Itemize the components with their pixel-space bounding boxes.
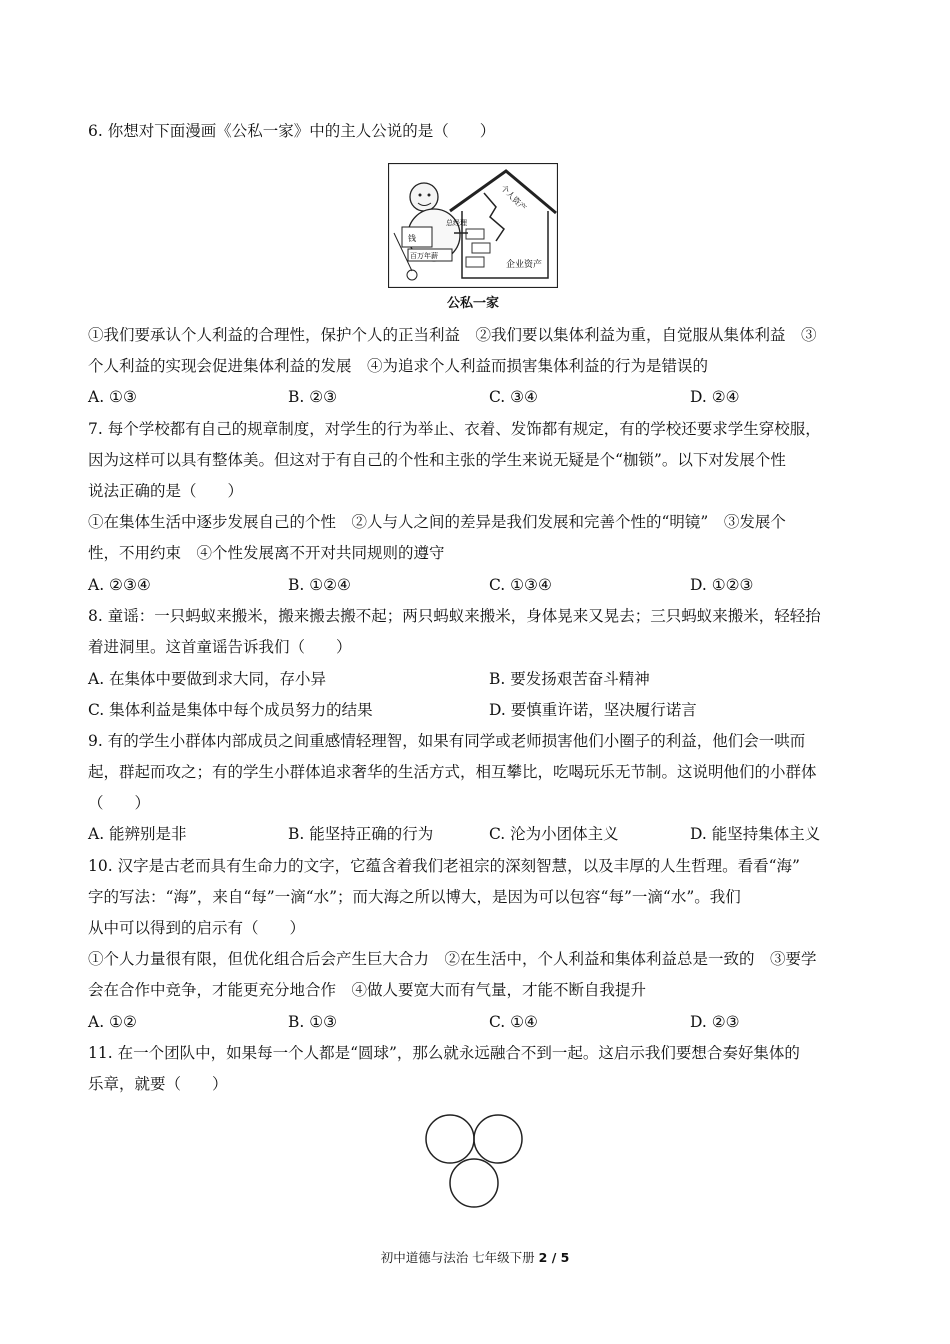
- q6-option-b: B. ②③: [288, 388, 338, 406]
- q6-statement-line-2: 个人利益的实现会促进集体利益的发展 ④为追求个人利益而损害集体利益的行为是错误的: [88, 357, 709, 375]
- page-footer: [0, 1248, 950, 1266]
- cartoon-caption: 公私一家: [446, 296, 499, 311]
- q8-stem-line-1: 8. 童谣：一只蚂蚁来搬米，搬来搬去搬不起；两只蚂蚁来搬米，身体晃来又晃去；三只蚂蚁来搬米，轻轻抬: [88, 607, 821, 625]
- q7-statement-line-1: ①在集体生活中逐步发展自己的个性 ②人与人之间的差异是我们发展和完善个性的“明镜” ③发展个: [88, 513, 786, 531]
- q7-option-d: D. ①②③: [690, 576, 754, 594]
- q10-option-d: D. ②③: [690, 1013, 740, 1031]
- label-personal-assets: 个人资产: [498, 183, 528, 213]
- q10-statement-line-1: ①个人力量很有限，但优化组合后会产生巨大合力 ②在生活中，个人利益和集体利益总是一致的 ③要学: [88, 950, 817, 968]
- q9-option-d: D. 能坚持集体主义: [690, 825, 821, 843]
- q10-option-a: A. ①②: [88, 1013, 137, 1031]
- circle-bottom: [450, 1159, 498, 1207]
- circle-right: [474, 1115, 522, 1163]
- q7-option-c: C. ①③④: [489, 576, 552, 594]
- footer-text: 初中道德与法治 七年级下册: [380, 1250, 539, 1265]
- q9-stem-line-3: （ ）: [88, 794, 151, 812]
- page-number: 2 / 5: [538, 1250, 570, 1265]
- q9-option-b: B. 能坚持正确的行为: [288, 825, 434, 843]
- q6-stem: 6. 你想对下面漫画《公私一家》中的主人公说的是（ ）: [88, 122, 496, 140]
- q9-option-a: A. 能辨别是非: [88, 825, 187, 843]
- q8-option-d: D. 要慎重许诺，坚决履行诺言: [489, 701, 697, 719]
- q7-stem-line-2: 因为这样可以具有整体美。但这对于有自己的个性和主张的学生来说无疑是个“枷锁”。以下对发展个性: [88, 451, 786, 469]
- q9-stem-line-2: 起，群起而攻之；有的学生小群体追求奢华的生活方式，相互攀比，吃喝玩乐无节制。这说明他们的小群体: [88, 763, 817, 781]
- q10-option-b: B. ①③: [288, 1013, 338, 1031]
- q10-stem-line-2: 字的写法：“海”，来自“每”一滴“水”；而大海之所以博大，是因为可以包容“每”一滴“水”。我们: [88, 888, 741, 906]
- q10-stem-line-3: 从中可以得到的启示有（ ）: [88, 919, 306, 937]
- three-circles-figure: [424, 1113, 524, 1211]
- q10-stem-line-1: 10. 汉字是古老而具有生命力的文字，它蕴含着我们老祖宗的深刻智慧，以及丰厚的人生哲理。看看“海”: [88, 857, 800, 875]
- q10-statement-line-2: 会在合作中竞争，才能更充分地合作 ④做人要宽大而有气量，才能不断自我提升: [88, 981, 647, 999]
- q6-option-c: C. ③④: [489, 388, 538, 406]
- q7-statement-line-2: 性，不用约束 ④个性发展离不开对共同规则的遵守: [88, 544, 445, 562]
- label-enterprise-assets: 企业资产: [506, 260, 543, 270]
- q9-stem-line-1: 9. 有的学生小群体内部成员之间重感情轻理智，如果有同学或老师损害他们小圈子的利益，他们会一哄而: [88, 732, 806, 750]
- q11-stem-line-1: 11. 在一个团队中，如果每一个人都是“圆球”，那么就永远融合不到一起。这启示我们要想合奏好集体的: [88, 1044, 800, 1062]
- q8-option-c: C. 集体利益是集体中每个成员努力的结果: [88, 701, 373, 719]
- q6-option-a: A. ①③: [88, 388, 137, 406]
- label-money: 钱: [408, 234, 416, 243]
- label-million-salary: 百万年薪: [410, 252, 438, 260]
- q8-stem-line-2: 着进洞里。这首童谣告诉我们（ ）: [88, 638, 352, 656]
- q6-option-d: D. ②④: [690, 388, 740, 406]
- q7-option-a: A. ②③④: [88, 576, 151, 594]
- circle-left: [426, 1115, 474, 1163]
- q10-option-c: C. ①④: [489, 1013, 538, 1031]
- q7-stem-line-3: 说法正确的是（ ）: [88, 482, 244, 500]
- q8-option-b: B. 要发扬艰苦奋斗精神: [489, 670, 650, 688]
- q9-option-c: C. 沦为小团体主义: [489, 825, 619, 843]
- cartoon-image: [388, 163, 558, 288]
- q7-stem-line-1: 7. 每个学校都有自己的规章制度，对学生的行为举止、衣着、发饰都有规定，有的学校还要求学生穿校服，: [88, 420, 821, 438]
- q11-stem-line-2: 乐章，就要（ ）: [88, 1075, 228, 1093]
- label-general-manager: 总经理: [446, 219, 467, 227]
- q6-statement-line-1: ①我们要承认个人利益的合理性，保护个人的正当利益 ②我们要以集体利益为重，自觉服从集体利益 ③: [88, 326, 817, 344]
- q8-option-a: A. 在集体中要做到求大同，存小异: [88, 670, 327, 688]
- q7-option-b: B. ①②④: [288, 576, 351, 594]
